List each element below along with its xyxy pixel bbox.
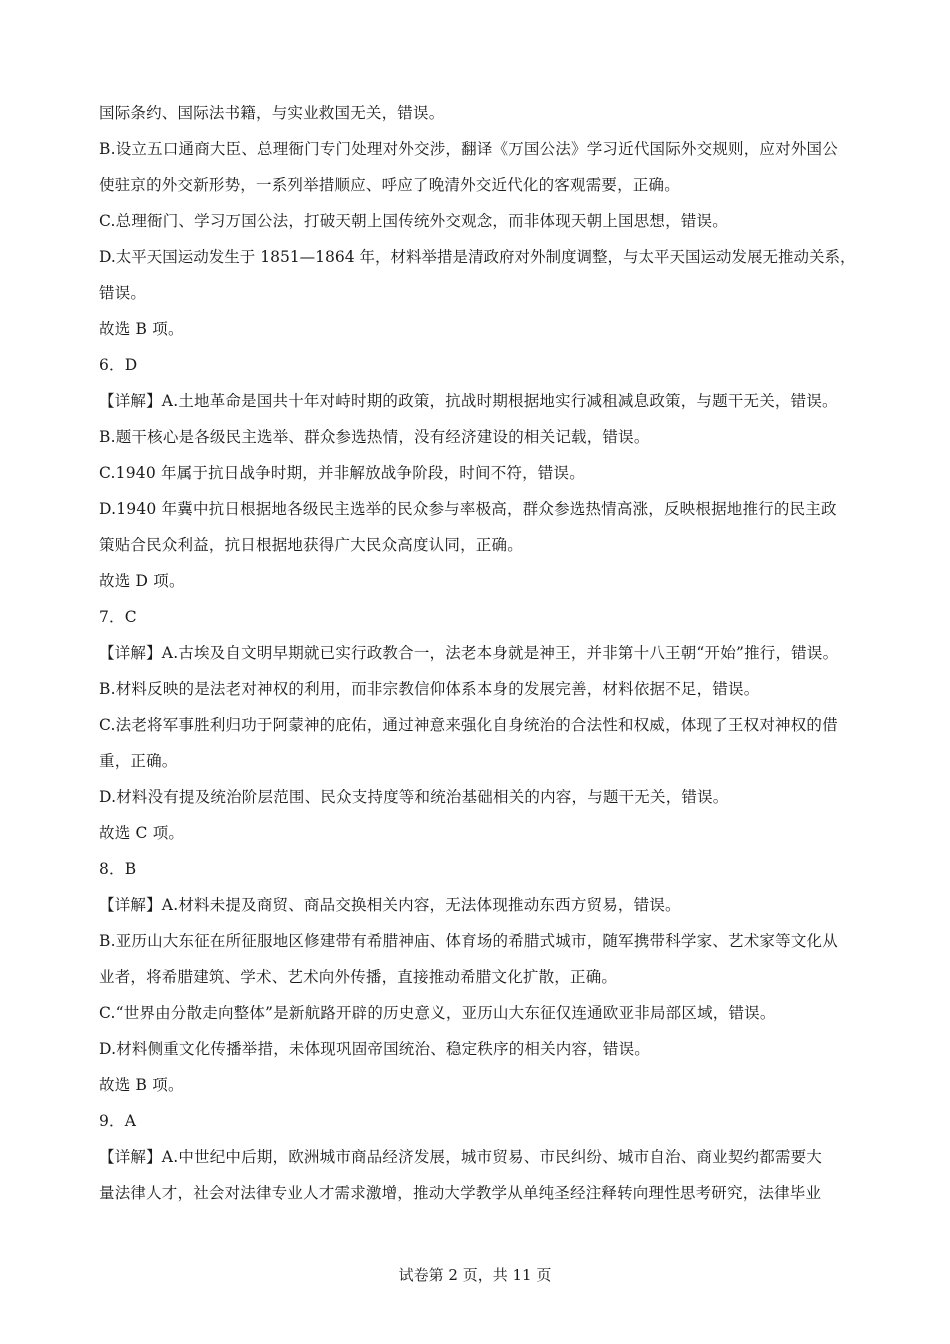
text-line: 使驻京的外交新形势，一系列举措顺应、呼应了晚清外交近代化的客观需要，正确。: [99, 176, 680, 194]
text-line: 错误。: [99, 284, 147, 302]
answer-explanation-text: [99, 95, 859, 1211]
text-line: 故选 C 项。: [99, 824, 185, 842]
text-line: 故选 B 项。: [99, 1076, 184, 1094]
question-number-6: 6．D: [99, 356, 138, 374]
question-number-9: 9．A: [99, 1112, 137, 1130]
text-line: 量法律人才，社会对法律专业人才需求激增，推动大学教学从单纯圣经注释转向理性思考研究，法律毕业: [99, 1184, 822, 1202]
text-line: D.材料没有提及统治阶层范围、民众支持度等和统治基础相关的内容，与题干无关，错误。: [99, 788, 729, 806]
text-line: B.亚历山大东征在所征服地区修建带有希腊神庙、体育场的希腊式城市，随军携带科学家、艺术家等文化从: [99, 932, 838, 950]
text-line: C.法老将军事胜利归功于阿蒙神的庇佑，通过神意来强化自身统治的合法性和权威，体现了王权对神权的借: [99, 716, 838, 734]
text-line: D.材料侧重文化传播举措，未体现巩固帝国统治、稳定秩序的相关内容，错误。: [99, 1040, 651, 1058]
page-footer: 试卷第 2 页，共 11 页: [398, 1266, 552, 1284]
text-line: 故选 B 项。: [99, 320, 184, 338]
text-line: 【详解】A.中世纪中后期，欧洲城市商品经济发展，城市贸易、市民纠纷、城市自治、商业契约都需要大: [99, 1148, 823, 1166]
text-line: B.设立五口通商大臣、总理衙门专门处理对外交涉，翻译《万国公法》学习近代国际外交规则，应对外国公: [99, 140, 838, 158]
text-line: 重，正确。: [99, 752, 178, 770]
text-line: 策贴合民众利益，抗日根据地获得广大民众高度认同，正确。: [99, 536, 523, 554]
text-line: C.“世界由分散走向整体”是新航路开辟的历史意义，亚历山大东征仅连通欧亚非局部区域，错误。: [99, 1004, 776, 1022]
text-line: 【详解】A.土地革命是国共十年对峙时期的政策，抗战时期根据地实行减租减息政策，与题干无关，错误。: [99, 392, 838, 410]
question-number-7: 7．C: [99, 608, 137, 626]
text-line: C.总理衙门、学习万国公法，打破天朝上国传统外交观念，而非体现天朝上国思想，错误。: [99, 212, 728, 230]
text-line: B.材料反映的是法老对神权的利用，而非宗教信仰体系本身的发展完善，材料依据不足，错误。: [99, 680, 760, 698]
text-line: D.1940 年冀中抗日根据地各级民主选举的民众参与率极高，群众参选热情高涨，反映根据地推行的民主政: [99, 500, 837, 518]
text-line: 业者，将希腊建筑、学术、艺术向外传播，直接推动希腊文化扩散，正确。: [99, 968, 618, 986]
text-line: 国际条约、国际法书籍，与实业救国无关，错误。: [99, 104, 445, 122]
text-line: 【详解】A.材料未提及商贸、商品交换相关内容，无法体现推动东西方贸易，错误。: [99, 896, 681, 914]
text-line: 故选 D 项。: [99, 572, 185, 590]
text-line: D.太平天国运动发生于 1851—1864 年，材料举措是清政府对外制度调整，与太平天国运动发展无推动关系，: [99, 248, 856, 266]
text-line: B.题干核心是各级民主选举、群众参选热情，没有经济建设的相关记载，错误。: [99, 428, 650, 446]
text-line: C.1940 年属于抗日战争时期，并非解放战争阶段，时间不符，错误。: [99, 464, 585, 482]
question-number-8: 8．B: [99, 860, 137, 878]
text-line: 【详解】A.古埃及自文明早期就已实行政教合一，法老本身就是神王，并非第十八王朝“开始”推行，错误。: [99, 644, 839, 662]
